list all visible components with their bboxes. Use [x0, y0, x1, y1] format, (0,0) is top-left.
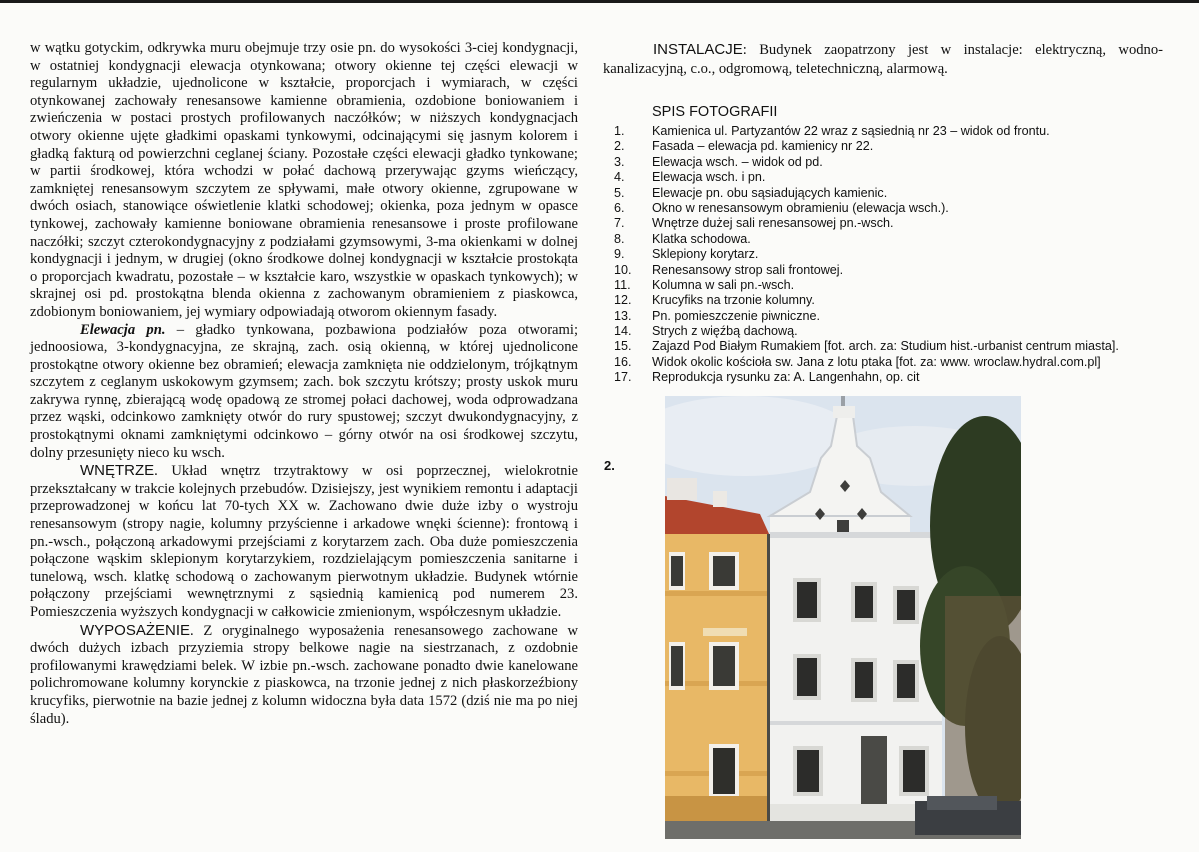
- photo-list-item-number: 1.: [614, 124, 625, 138]
- photo-list: [606, 124, 1166, 386]
- photo-list-item: [606, 293, 1166, 308]
- photo-list-item-number: 16.: [614, 354, 632, 369]
- photo-list-item-text: Krucyfiks na trzonie kolumny.: [652, 293, 815, 308]
- photo-list-item-text: Wnętrze dużej sali renesansowej pn.-wsch.: [652, 216, 894, 231]
- photo-list-item: [606, 124, 1166, 139]
- photo-list-item-text: Kolumna w sali pn.-wsch.: [652, 277, 795, 292]
- interior-text: . Układ wnętrz trzytraktowy w osi poprzecznej, wielokrotnie przekształcany w trakcie kolejnych przebudów. Dzisiejszy, jest wynikiem remontu i adaptacji przeprowadzonej w końcu lat 70-tych XX w. Zachowano dwie duże izby o wystroju renesansowym (stropy nagie, kolumny przyścienne i arkadowe wnęki ścienne): frontową i pn.-wsch., połączoną arkadowymi przejściami z korytarzem zach. Oba duże pomieszczenia połączone wąskim sklepionym korytarzykiem, rozdzielającym pomieszczenia sanitarne i tunelową, wsch. klatkę schodową o zachowanym pierwotnym układzie. Budynek wtórnie połączony przejściami wewnętrznymi z sąsiednią kamienicą pod numerem 23. Pomieszczenia wyższych kondygnacji w całkowicie zmienionym, współczesnym układzie.: [30, 463, 578, 620]
- photo-list-item: [606, 247, 1166, 262]
- photo-list-item-number: 8.: [614, 231, 625, 246]
- north-elevation-text: – gładko tynkowana, pozbawiona podziałów poza otworami; jednoosiowa, 3-kondygnacyjna, ze skrajną, zach. osią okienną, w której ujednolicone prostokątne otwory okienne bez obramień; elewacja zamknięta nie oddzielonym, trójkątnym szczytem z ceglanym uskokowym gzymsem; zach. bok szczytu krótszy; prosty uskok muru zakrywa rynnę, zbierającą wodę opadową ze stromej połaci dachowej, woda odprowadzana przez wąski, odcinkowo zamknięty otwór do rury spustowej; szczyt dwukondygnacyjny, z prostokątnymi oknami zamkniętymi odcinkowo – górny otwór na osi środkowej szczytu, dolny przesunięty nieco ku wsch.: [30, 321, 578, 461]
- top-border-line: [0, 0, 1199, 3]
- photo-list-item-text: Zajazd Pod Białym Rumakiem [fot. arch. za: Studium hist.-urbanist centrum miasta].: [652, 339, 1119, 354]
- photo-list-item-number: 7.: [614, 216, 625, 231]
- photo-list-item-number: 12.: [614, 293, 632, 308]
- photo-list-item-number: 4.: [614, 170, 625, 185]
- photo-list-item: [606, 370, 1166, 385]
- photo-list-item-number: 14.: [614, 324, 632, 339]
- photo-list-item: [606, 139, 1166, 154]
- photo-list-item-number: 13.: [614, 308, 632, 323]
- photo-list-item: [606, 324, 1166, 339]
- photo-list-item-text: Fasada – elewacja pd. kamienicy nr 22.: [652, 139, 874, 154]
- photo-list-item-text: Sklepiony korytarz.: [652, 247, 759, 262]
- furnishings-text: . Z oryginalnego wyposażenia renesansowego zachowane w dwóch dużych izbach przyziemia stropy belkowe nagie na siestrzanach, z ozdobnie profilowanymi krawędziami belek. W izbie pn.-wsch. zachowane ponadto dwie kanelowane polichromowane kolumny korynckie z piaskowca, na trzonie jednej z nich płaskorzeźbiony krucyfiks, pierwotnie na bazie jednej z kolumn widoczna była data 1572 (dziś nie ma po niej śladu).: [30, 622, 578, 727]
- photo-list-item-number: 10.: [614, 262, 632, 277]
- building-photo: [665, 396, 1021, 839]
- photo-list-item-number: 15.: [614, 339, 632, 354]
- interior-heading: WNĘTRZE: [80, 462, 155, 480]
- photo-list-item-text: Elewacja wsch. – widok od pd.: [652, 154, 823, 169]
- photo-list-item-number: 5.: [614, 185, 625, 200]
- photo-number: 2.: [604, 458, 615, 473]
- photo-list-item-text: Widok okolic kościoła sw. Jana z lotu ptaka [fot. za: www. wroclaw.hydral.com.pl]: [652, 354, 1101, 369]
- photo-list-item-number: 17.: [614, 370, 632, 385]
- photo-list-item-text: Elewacje pn. obu sąsiadujących kamienic.: [652, 185, 888, 200]
- installations-text: : Budynek zaopatrzony jest w instalacje: elektryczną, wodno-kanalizacyjną, c.o., odgromową, teletechniczną, alarmową.: [603, 42, 1163, 77]
- paragraph-interior: [30, 462, 578, 621]
- furnishings-heading: WYPOSAŻENIE: [80, 621, 191, 639]
- paragraph-furnishings: [30, 622, 578, 729]
- photo-list-item: [606, 170, 1166, 185]
- photo-list-item-text: Renesansowy strop sali frontowej.: [652, 262, 844, 277]
- north-elevation-heading: Elewacja pn.: [80, 321, 166, 338]
- installations-heading: INSTALACJE: [653, 41, 743, 58]
- photo-list-item: [606, 309, 1166, 324]
- photo-list-item-text: Elewacja wsch. i pn.: [652, 170, 766, 185]
- photo-list-item: [606, 216, 1166, 231]
- building-photo-drawing: [665, 396, 1021, 839]
- photo-list-item-number: 9.: [614, 247, 625, 262]
- installations-paragraph: [603, 40, 1163, 79]
- photo-list-title: SPIS FOTOGRAFII: [652, 104, 778, 120]
- photo-list-item-number: 6.: [614, 200, 625, 215]
- photo-list-item: [606, 155, 1166, 170]
- photo-list-item: [606, 186, 1166, 201]
- photo-list-item-number: 2.: [614, 139, 625, 154]
- photo-list-item: [606, 339, 1166, 354]
- photo-list-item-text: Reprodukcja rysunku za: A. Langenhahn, op. cit: [652, 370, 920, 385]
- paragraph-facade-description: w wątku gotyckim, odkrywka muru obejmuje trzy osie pn. do wysokości 3-ciej kondygnacji, w ostatniej kondygnacji elewacja otynkowana; otwory okienne tej części elewacji w regularnym układzie, ujednolicone w kształcie, proporcjach i wymiarach, w części otynkowanej zachowały renesansowe kamienne obramienia, ozdobione boniowaniem i zwieńczenia w postaci prostych profilowanych naczółków; w niższych kondygnacjach otwory okienne ujęte gładkimi opaskami tynkowymi, odcinającymi się jasnym kolorem i gładką fakturą od powierzchni ceglanej ściany. Pozostałe części elewacji gładko tynkowane; w partii środkowej, która wchodzi w połać dachową przerywając gzyms wieńczący, zamkniętej renesansowym szczytem ze spływami, małe otwory okienne, zgrupowane w dwóch osiach, stanowiące oświetlenie klatki schodowej; okienka, poza jednym w opasce tynkowej, zachowały kamienne boniowane obramienia renesansowe i proste profilowane naczółki; szczyt czterokondygnacyjny z podziałami gzymsowymi, 3-ma okienkami w dolnej kondygnacji i jednym, w drugiej (okno środkowe dolnej kondygnacji w kształcie prostokąta o proporcjach kwadratu, pozostałe – w kształcie karo, wszystkie w opaskach tynkowych); w skrajnej osi pd. prostokątna blenda okienna z zachowanym obramieniem z piaskowca, zdobionym boniowaniem, jej wymiary odpowiadają otworom okiennym fasady.: [30, 40, 578, 320]
- photo-list-item: [606, 263, 1166, 278]
- photo-list-item-number: 11.: [614, 277, 631, 292]
- photo-list-item-text: Strych z więźbą dachową.: [652, 324, 798, 339]
- photo-list-item-text: Klatka schodowa.: [652, 231, 751, 246]
- photo-list-item: [606, 278, 1166, 293]
- left-building-chimney: [667, 478, 697, 500]
- photo-list-item-text: Okno w renesansowym obramieniu (elewacja wsch.).: [652, 200, 949, 215]
- paragraph-north-elevation: [30, 322, 578, 463]
- photo-list-item: [606, 232, 1166, 247]
- left-column-text: [30, 40, 578, 728]
- photo-list-item: [606, 201, 1166, 216]
- installations-section: [603, 40, 1163, 79]
- photo-list-item: [606, 355, 1166, 370]
- photo-list-item-text: Pn. pomieszczenie piwniczne.: [652, 308, 820, 323]
- photo-list-item-text: Kamienica ul. Partyzantów 22 wraz z sąsiednią nr 23 – widok od frontu.: [652, 124, 1050, 138]
- photo-list-item-number: 3.: [614, 154, 625, 169]
